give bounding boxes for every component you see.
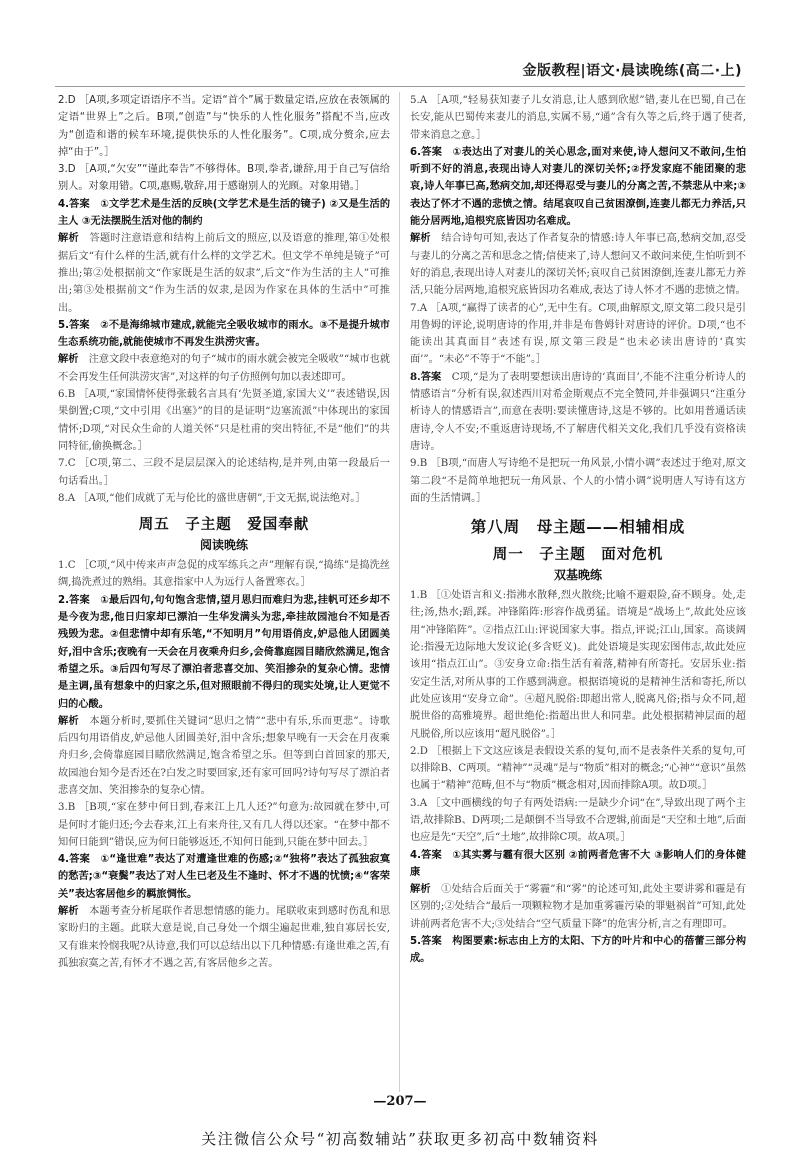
answer-text: 构图要素:标志由上方的太阳、下方的叶片和中心的蓓蕾三部分构成。 — [410, 936, 747, 965]
answer-label: 2.答案 — [58, 594, 90, 606]
reading-answer-9: 9.B ［B项,“而唐人写诗绝不是把玩一角风景,小情小调”表述过于绝对,原文第二段“不是简单地把玩一角风景、个人的小情小调”说明唐人写诗有这方面的生活情调。］ — [410, 458, 746, 504]
reading-answer-8 — [410, 369, 746, 455]
answer-2: 2.D ［A项,多项定语语序不当。定语“首个”属于数量定语,应放在表领属的定语“世界上”之后。B项,“创造”与“快乐的人性化服务”搭配不当,应改为“创造和谐的候车环境,提供快乐的人性化服务”。C项,成分赘余,应去掉“由于”。］ — [58, 95, 390, 158]
analysis-text: 注意文段中表意绝对的句子“城市的雨水就会被完全吸收”“城市也就不会再发生任何洪涝灾害”,对这样的句子仿照例句加以表述即可。 — [58, 354, 391, 383]
analysis-label: 解析 — [410, 883, 431, 896]
answer-text: ②不是海绵城市建成,就能完全吸收城市的雨水。③不是提升城市生态系统功能,就能使城市不再发生洪涝灾害。 — [58, 319, 390, 349]
right-column — [410, 92, 746, 968]
answer-6: 6.B ［A项,“家国情怀使得张载名言具有‘先贤圣道,家国大义’”表述错误,因果倒置;C项,“文中引用《出塞》”的目的是证明“边塞流派”中体现出的家国情怀;D项,“对民众生命的人道关怀”只是杜甫的突出特征,不是“他们”的共同特征,偷换概念。］ — [58, 389, 390, 452]
answer-3: 3.D ［A项,“欠安”“谨此奉告”不够得体。B项,拳者,谦辞,用于自己写信给别人。对象用错。C项,惠赐,敬辞,用于感谢别人的光顾。对象用错。］ — [58, 164, 390, 193]
left-column — [58, 92, 390, 972]
section-subtitle-reading: 阅读晚练 — [199, 538, 248, 553]
answer-8: 8.A ［A项,“他们成就了无与伦比的盛世唐朝”,于文无据,说法绝对。］ — [58, 492, 366, 504]
basics-answer-4 — [410, 847, 746, 882]
answer-label: 5.答案 — [410, 936, 442, 948]
reading-analysis-4 — [58, 903, 390, 972]
column-divider — [399, 92, 400, 1092]
answer-7: 7.C ［C项,第二、三段不是层层深入的论述结构,是并列,由第一段最后一句话看出。］ — [58, 458, 390, 487]
reading-answer-4 — [58, 851, 390, 903]
section-subtitle-basics: 双基晚练 — [553, 568, 602, 583]
analysis-text: 本题考查分析尾联作者思想情感的能力。尾联收束到感时伤乱和思家盼归的主题。此联大意是说,自己身处一个烟尘遍起世难,独自寡居长安,又有谁来怜悯我呢?从诗意,我们可以总结出以下几种情感:有逢世难之苦,有孤独寂寞之苦,有怀才不遇之苦,有客居他乡之苦。 — [58, 906, 391, 969]
analysis-label: 解析 — [58, 232, 79, 245]
reading-analysis-6 — [410, 230, 746, 299]
analysis-5 — [58, 351, 390, 386]
answer-text: ①最后四句,句句饱含悲情,望月思归而难归为悲,挂帆可还乡却不是今夜为悲,他日归家却已漂泊一生华发满头为悲,牵挂故园池台不知是否残毁为悲。②但悲情中却有乐笔,“不知明月”句用语俏皮,妒忌他人团圆美好,泪中含乐;夜晚有一天会在月夜乘舟归乡,会倚靠庭园目睹欣然满足,饱含希望之乐。③后四句写尽了漂泊者悲喜交加、笑泪掺杂的复杂心情。悲情是主调,虽有想象中的归家之乐,但对照眼前不得归的现实处境,让人更觉不归的心酸。 — [58, 594, 391, 710]
analysis-text: ①处结合后面关于“雾霾”和“雾”的论述可知,此处主要讲雾和霾是有区别的;②处结合“最后一项颗粒物才是加重雾霾污染的罪魁祸首”可知,此处讲前两者危害不大;③处结合“空气质量下降”的危害分析,言之有理即可。 — [410, 884, 746, 930]
basics-answer-3: 3.A ［文中画横线的句子有两处语病:一是缺少介词“在”,导致出现了两个主语,故排除B、D两项;二是颠倒不当导致不合逻辑,前面是“天空和土地”,后面也应是先“天空”,后“土地”,故排除C项。故A项。］ — [410, 797, 746, 844]
page-number: —207— — [373, 1094, 427, 1109]
analysis-4 — [58, 230, 390, 316]
analysis-label: 解析 — [58, 714, 79, 727]
analysis-text: 本题分析时,要抓住关键词“思归之情”“悲中有乐,乐而更悲”。诗歌后四句用语俏皮,妒忌他人团圆美好,泪中含乐;想象早晚有一天会在月夜乘舟归乡,会倚靠庭园目睹欣然满足,饱含希望之乐。但等到白首回家的那天,故园池台知今是否还在?白发之时要回家,还有家可回吗?诗句写尽了漂泊者悲喜交加、笑泪掺杂的复杂心情。 — [58, 715, 390, 796]
answer-4 — [58, 196, 390, 231]
reading-answer-3: 3.B ［B项,“家在梦中何日到,春来江上几人还?”句意为:故园就在梦中,可是何时才能归还;今去春来,江上有来舟往,又有几人得以还家。“在梦中都不知何日能到”错误,应为何日能够返还,不知何日能到,只能在梦中回去。］ — [58, 802, 390, 848]
answer-5 — [58, 317, 390, 352]
answer-label: 4.答案 — [58, 854, 91, 866]
reading-answer-7: 7.A ［A项,“赢得了读者的心”,无中生有。C项,曲解原文,原文第二段只是引用鲁姆的评论,说明唐诗的作用,并非是布鲁姆针对唐诗的评价。D项,“也不能读出其真面目”表述有误,原文第三段是“也未必读出唐诗的‘真实面’”。“未必”不等于“不能”。］ — [410, 302, 746, 366]
basics-answer-2: 2.D ［根据上下文这应该是表假设关系的复句,而不是表条件关系的复句,可以排除B、C两项。“精神”“灵魂”是与“物质”相对的概念;“心神”“意识”虽然也属于“精神”范畴,但不与“物质”概念相对,因而排除A项。故D项。］ — [410, 745, 746, 792]
answer-label: 4.答案 — [58, 198, 90, 210]
answer-text: ①“逢世难”表达了对遭逢世难的伤感;②“独将”表达了孤独寂寞的愁苦;③“衰鬓”表达了对人生已老及生不逢时、怀才不遇的忧愤;④“客荣关”表达客居他乡的羁旅惆怅。 — [58, 854, 391, 900]
basics-answer-1: 1.B ［①处语言和义:指沸水散释,烈火散绕;比喻不避艰险,奋不顾身。处,走往;汤,热水;蹈,踩。冲锋陷阵:形容作战勇猛。语境是“战场上”,故此处应该用“冲锋陷阵”。②指点江山:评说国家大事。指点,评说;江山,国家。高谈阔论:指漫无边际地大发议论(多含贬义)。此处语境是实现宏图伟志,故此处应该用“指点江山”。③安身立命:指生活有着落,精神有所寄托。安居乐业:指安定生活,对所从事的工作感到满意。根据语境说的是精神生活和寄托,所以此处应该用“安身立命”。④超凡脱俗:即超出常人,脱离凡俗;指与众不同,超脱世俗的高雅境界。超世绝伦:指超出世人和同辈。此处根据精神层面的超凡脱俗,所以应该用“超凡脱俗”。］ — [410, 590, 746, 740]
footer-note: 关注微信公众号“初高数辅站”获取更多初高中数辅资料 — [201, 1130, 599, 1148]
running-header: 金版教程|语文·晨读晚练(高二·上) — [522, 63, 742, 79]
reading-answer-2 — [58, 592, 390, 713]
answer-label: 6.答案 — [410, 146, 443, 158]
answer-label: 8.答案 — [410, 370, 442, 383]
analysis-text: 答题时注意语意和结构上前后文的照应,以及语意的推理,第①处根据后文“有什么样的生活,就有什么样的文学艺术。但文学不单纯是镜子”可推出;第②处根据前文“作家既是生活的奴隶”,后文“作为生活的主人”可推出;第③处根据前文“作为生活的奴隶,是因为作家在具体的生活中”可推出。 — [58, 233, 391, 314]
answer-text: ①表达出了对妻儿的关心思念,面对来使,诗人想问又不敢问,生怕听到不好的消息,表现出诗人对妻儿的深切关怀;②抒发家庭不能团聚的悲哀,诗人年事已高,愁病交加,却还得忍受与妻儿的分离之苦,不禁悲从中来;③表达了怀才不遇的悲愤之情。结尾哀叹自己贫困潦倒,连妻儿都无力养活,只能分居两地,追根究底皆因功名难成。 — [410, 146, 747, 228]
reading-answer-6 — [410, 144, 746, 230]
analysis-label: 解析 — [58, 353, 79, 366]
answer-text: C项,“是为了表明要想读出唐诗的‘真面目’,不能不注重分析诗人的情感语言”分析有误,叙述西川对希金斯观点不完全赞同,并非强调只“注重分析诗人的情感语言”,而意在表明:要读懂唐诗,这是不够的。比如用普通话读唐诗,令人不安;不重返唐诗现场,不了解唐代相关文化,我们几乎没有资格读唐诗。 — [410, 371, 746, 452]
header-rule — [55, 86, 745, 87]
analysis-text: 结合诗句可知,表达了作者复杂的情感:诗人年事已高,愁病交加,忍受与妻儿的分离之苦和思念之情;信使来了,诗人想问又不敢问来使,生怕听到不好的消息,表现出诗人对妻儿的深切关怀;哀叹自己贫困潦倒,连妻儿都无力养活,只能分居两地,追根究底皆因功名难成,表达了诗人怀才不遇的悲愤之情。 — [410, 233, 747, 297]
reading-analysis-2 — [58, 713, 390, 799]
section-title-week8: 第八周 母主题——相辅相成 — [470, 518, 686, 537]
answer-label: 4.答案 — [410, 849, 442, 861]
answer-text: ①其实雾与霾有很大区别 ②前两者危害不大 ③影响人们的身体健康 — [410, 849, 747, 878]
section-title-week5: 周五 子主题 爱国奉献 — [138, 517, 310, 534]
analysis-label: 解析 — [410, 232, 431, 245]
analysis-label: 解析 — [58, 905, 79, 918]
section-title-week8-day: 周一 子主题 面对危机 — [492, 547, 664, 564]
basics-analysis-4 — [410, 881, 746, 933]
answer-label: 5.答案 — [58, 319, 90, 331]
basics-answer-5 — [410, 933, 746, 968]
reading-answer-1: 1.C ［C项,“风中传来声声急促的戍军练兵之声”理解有误,“捣练”是捣洗丝绸,捣洗煮过的熟绢。其意指家中人为远行人备置寒衣。］ — [58, 560, 390, 589]
reading-answer-5: 5.A ［A项,“轻易获知妻子儿女消息,让人感到欣慰”错,妻儿在巴蜀,自己在长安,能从巴蜀传来妻儿的消息,实属不易,“通”含有久等之后,终于遇了使者,带来消息之意。］ — [410, 95, 746, 141]
answer-text: ①文学艺术是生活的反映(文学艺术是生活的镜子) ②又是生活的主人 ③无法摆脱生活对他的制约 — [58, 198, 391, 228]
